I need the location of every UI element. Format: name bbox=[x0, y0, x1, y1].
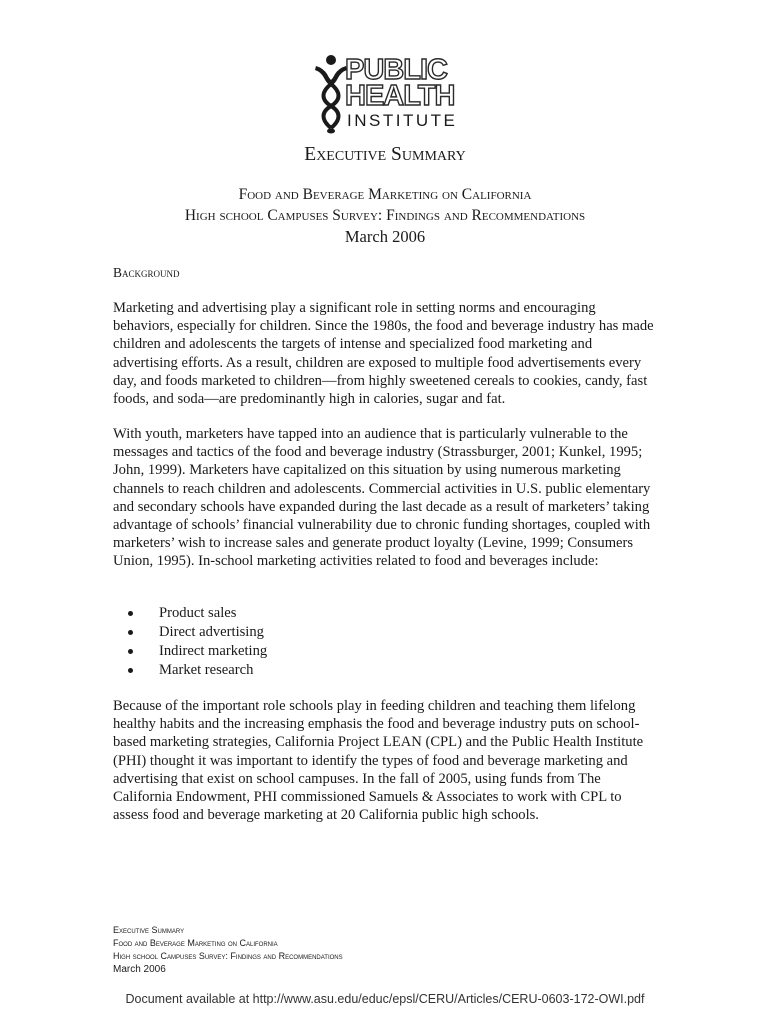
bullet-icon bbox=[128, 630, 133, 635]
logo-word-public: PUBLIC bbox=[345, 54, 447, 86]
logo-word-health: HEALTH bbox=[345, 80, 455, 112]
bullet-icon bbox=[128, 668, 133, 673]
public-health-institute-logo bbox=[313, 54, 463, 134]
list-item-text: Direct advertising bbox=[159, 624, 264, 640]
list-item bbox=[113, 642, 267, 661]
helix-figure-icon bbox=[313, 54, 349, 134]
bullet-icon bbox=[128, 649, 133, 654]
paragraph: Marketing and advertising play a significant role in setting norms and encouraging behaviors, especially for children. Since the 1980s, the food and beverage industry has made children and adolescents the targets of intense and specialized food marketing and advertising efforts. As a result, children are exposed to multiple food advertisements every day, and foods marketed to children—from highly sweetened cereals to cookies, candy, fast foods, and soda—are predominantly high in calories, sugar and fat. bbox=[113, 300, 654, 408]
list-item-text: Indirect marketing bbox=[159, 643, 268, 659]
paragraph: With youth, marketers have tapped into an audience that is particularly vulnerable to the messages and tactics of the food and beverage industry (Strassburger, 2001; Kunkel, 1995; John, 1999). Marketers have capitalized on this situation by using numerous marketing channels to reach children and adolescents. Commercial activities in U.S. public elementary and secondary schools have expanded during the last decade as a result of marketers’ taking advantage of schools’ financial vulnerability due to chronic funding shortages, coupled with marketers’ wish to increase sales and generate product loyalty (Levine, 1999; Consumers Union, 1995). In-school marketing activities related to food and beverages include: bbox=[113, 426, 651, 570]
list-item bbox=[113, 604, 267, 623]
list-item bbox=[113, 661, 267, 680]
paragraph: Because of the important role schools play in feeding children and teaching them lifelong healthy habits and the increasing emphasis the food and beverage industry puts on school-based marketing strategies, California Project LEAN (CPL) and the Public Health Institute (PHI) thought it was important to identify the types of food and beverage marketing and advertising that exist on school campuses. In the fall of 2005, using funds from The California Endowment, PHI commissioned Samuels & Associates to work with CPL to assess food and beverage marketing at 20 California public high schools. bbox=[113, 698, 644, 824]
section-heading-background: Background bbox=[113, 265, 180, 280]
bullet-list bbox=[113, 604, 267, 680]
subtitle-line-2: High school Campuses Survey: Findings and Recommendations bbox=[184, 207, 586, 224]
list-item-text: Market research bbox=[159, 662, 254, 678]
report-date: March 2006 bbox=[344, 227, 426, 246]
list-item-text: Product sales bbox=[159, 605, 237, 621]
footer-line-4: March 2006 bbox=[113, 964, 166, 975]
footer-line-3: High school Campuses Survey: Findings and Recommendations bbox=[113, 951, 343, 961]
bullet-icon bbox=[128, 611, 133, 616]
footer-line-2: Food and Beverage Marketing on California bbox=[113, 938, 278, 948]
page-footer bbox=[113, 924, 343, 976]
footer-line-1: Executive Summary bbox=[113, 925, 185, 935]
logo-word-institute: INSTITUTE bbox=[347, 111, 458, 130]
page-title: Executive Summary bbox=[304, 144, 466, 165]
list-item bbox=[113, 623, 267, 642]
subtitle-line-1: Food and Beverage Marketing on California bbox=[238, 186, 532, 203]
document-available-note: Document available at http://www.asu.edu/educ/epsl/CERU/Articles/CERU-0603-172-OWI.pdf bbox=[125, 992, 645, 1006]
